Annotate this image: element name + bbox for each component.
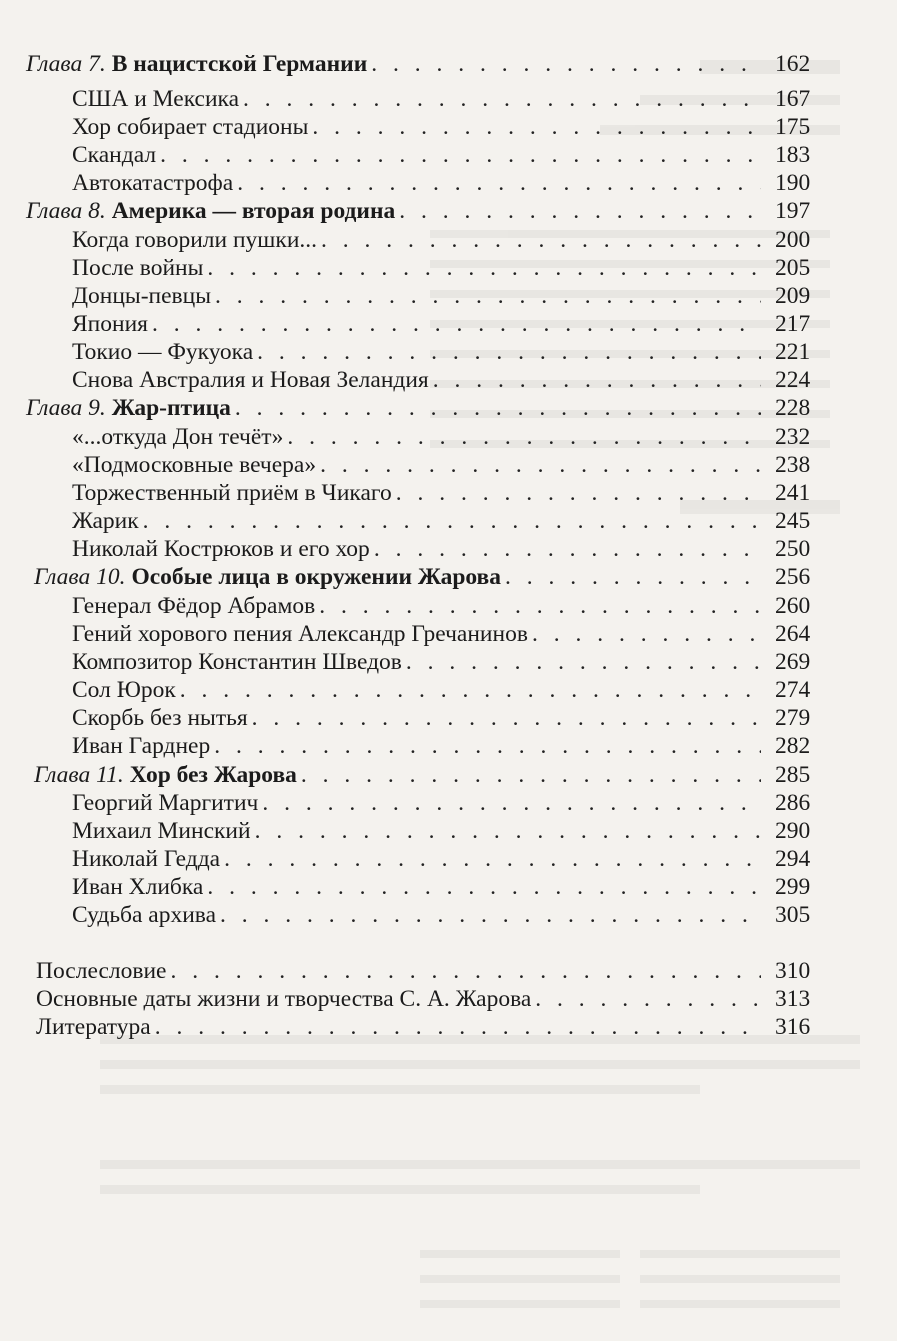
dot-leader [171,957,762,985]
dot-leader [532,620,761,648]
section-title: Михаил Минский [72,818,251,844]
page-number: 167 [775,86,811,112]
page-number: 264 [775,621,811,647]
toc-entry [72,310,765,338]
page-number: 245 [775,508,811,534]
page-number: 183 [775,142,811,168]
toc-entry [72,901,765,929]
page-number: 294 [775,846,811,872]
section-title: США и Мексика [72,86,240,112]
dot-leader [224,845,761,873]
section-title: Генерал Фёдор Абрамов [72,593,316,619]
dot-leader [215,282,761,310]
toc-entry [72,732,765,760]
dot-leader [301,761,761,789]
chapter-title: В нацистской Германии [111,51,368,77]
section-title: «...откуда Дон течёт» [72,424,284,450]
toc-entry [72,845,765,873]
page-number: 269 [775,649,811,675]
section-title: Автокатастрофа [72,170,234,196]
page-number: 286 [775,790,811,816]
toc-entry [36,985,765,1013]
page-number: 200 [775,227,811,253]
page-number: 256 [775,564,811,590]
section-title: Георгий Маргитич [72,790,259,816]
dot-leader [255,817,761,845]
chapter-title: Хор без Жарова [129,762,297,788]
dot-leader [433,366,761,394]
dot-leader [287,423,761,451]
dot-leader [321,226,761,254]
page-number: 190 [775,170,811,196]
page-number: 221 [775,339,811,365]
page-number: 175 [775,114,811,140]
backmatter-title: Основные даты жизни и творчества С. А. Жарова [36,986,532,1012]
toc-entry [72,423,765,451]
dot-leader [257,338,761,366]
page-number: 285 [775,762,811,788]
section-title: Хор собирает стадионы [72,114,309,140]
section-title: Донцы-певцы [72,283,212,309]
page-number: 310 [775,958,811,984]
toc-entry [72,226,765,254]
backmatter-title: Послесловие [36,958,167,984]
page-number: 232 [775,424,811,450]
section-title: Токио — Фукуока [72,339,254,365]
dot-leader [155,1013,761,1041]
section-title: Скандал [72,142,157,168]
chapter-title: Америка — вторая родина [111,198,396,224]
dot-leader [371,50,761,78]
dot-leader [406,648,761,676]
dot-leader [243,85,761,113]
section-title: Жарик [72,508,139,534]
section-title: Когда говорили пушки... [72,227,318,253]
page-number: 217 [775,311,811,337]
dot-leader [180,676,761,704]
dot-leader [152,310,761,338]
toc-entry [72,592,765,620]
page-number: 209 [775,283,811,309]
toc-entry [72,535,765,563]
dot-leader [214,732,761,760]
toc-entry [36,1013,765,1041]
page-number: 279 [775,705,811,731]
section-title: Скорбь без нытья [72,705,248,731]
dot-leader [399,197,761,225]
dot-leader [252,704,761,732]
toc-entry [72,366,765,394]
toc-entry [72,507,765,535]
toc-entry [72,873,765,901]
toc-entry [72,620,765,648]
page-number: 313 [775,986,811,1012]
page-number: 250 [775,536,811,562]
toc-entry [72,451,765,479]
dot-leader [237,169,761,197]
section-title: Гений хорового пения Александр Гречанинов [72,621,528,647]
dot-leader [220,901,761,929]
chapter-title: Жар-птица [111,395,231,421]
section-title: Иван Хлибка [72,874,204,900]
section-title: Николай Кострюков и его хор [72,536,370,562]
dot-leader [396,479,761,507]
page-number: 290 [775,818,811,844]
page-number: 260 [775,593,811,619]
section-title: Иван Гарднер [72,733,211,759]
toc-entry [72,85,765,113]
page-number: 224 [775,367,811,393]
section-title: Торжественный приём в Чикаго [72,480,392,506]
section-title: Судьба архива [72,902,217,928]
section-title: Япония [72,311,148,337]
toc-entry [72,648,765,676]
section-title: Композитор Константин Шведов [72,649,402,675]
section-title: Сол Юрок [72,677,176,703]
chapter-number: Глава 7. [26,51,106,77]
toc-chapter-entry [26,197,765,225]
dot-leader [207,873,761,901]
toc-entry [36,957,765,985]
section-title: «Подмосковные вечера» [72,452,317,478]
dot-leader [262,789,761,817]
toc-entry [72,704,765,732]
dot-leader [505,563,761,591]
dot-leader [374,535,761,563]
chapter-number: Глава 9. [26,395,106,421]
page-number: 282 [775,733,811,759]
dot-leader [160,141,761,169]
toc-chapter-entry [26,50,765,78]
toc-chapter-entry [26,394,765,422]
page-number: 197 [775,198,811,224]
page-number: 238 [775,452,811,478]
chapter-title: Особые лица в окружении Жарова [131,564,501,590]
section-title: Снова Австралия и Новая Зеландия [72,367,429,393]
toc-entry [72,338,765,366]
page-number: 299 [775,874,811,900]
page-number: 205 [775,255,811,281]
chapter-number: Глава 11. [34,762,124,788]
toc-entry [72,479,765,507]
section-title: Николай Гедда [72,846,221,872]
chapter-number: Глава 8. [26,198,106,224]
dot-leader [535,985,761,1013]
page-number: 305 [775,902,811,928]
dot-leader [320,451,761,479]
toc-entry [72,141,765,169]
toc-chapter-entry [34,761,765,789]
dot-leader [207,254,761,282]
page-number: 316 [775,1014,811,1040]
dot-leader [312,113,761,141]
dot-leader [143,507,761,535]
toc-entry [72,254,765,282]
chapter-number: Глава 10. [34,564,126,590]
backmatter-title: Литература [36,1014,151,1040]
section-title: После войны [72,255,204,281]
page-number: 274 [775,677,811,703]
toc-chapter-entry [34,563,765,591]
dot-leader [319,592,761,620]
toc-entry [72,817,765,845]
toc-entry [72,282,765,310]
page-number: 228 [775,395,811,421]
dot-leader [235,394,761,422]
toc-entry [72,113,765,141]
toc-entry [72,676,765,704]
page-number: 241 [775,480,811,506]
page-number: 162 [775,51,811,77]
toc-entry [72,789,765,817]
toc-entry [72,169,765,197]
